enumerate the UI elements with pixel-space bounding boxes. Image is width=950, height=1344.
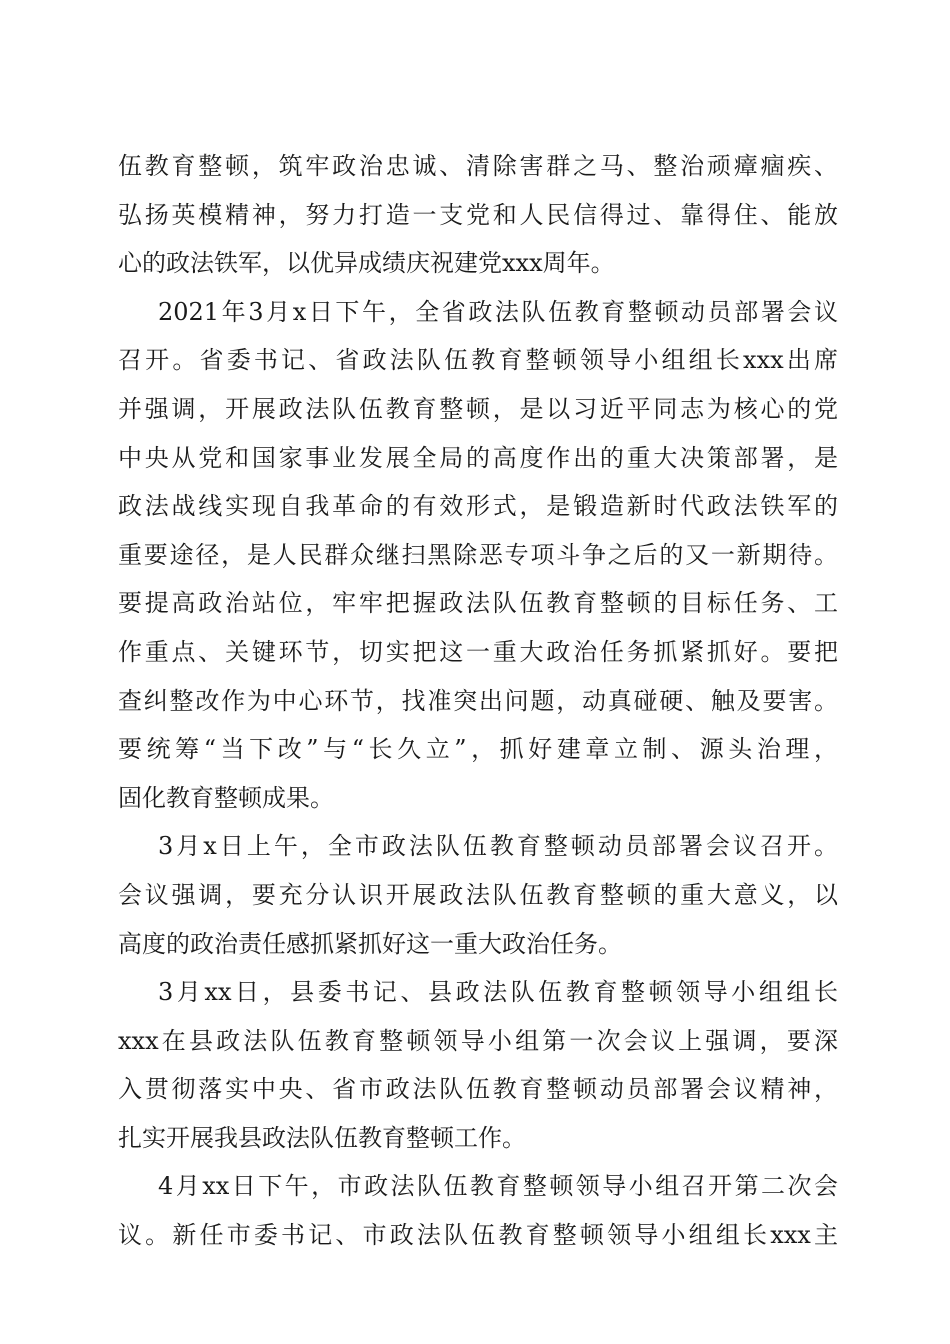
text-line: 重要途径，是人民群众继扫黑除恶专项斗争之后的又一新期待。 [118, 540, 838, 569]
text-line: 心的政法铁军，以优异成绩庆祝建党xxx周年。 [118, 249, 615, 278]
paragraph-1 [118, 142, 838, 288]
text-line: 要统筹“当下改”与“长久立”，抓好建章立制、源头治理， [118, 735, 838, 764]
text-line: 入贯彻落实中央、省市政法队伍教育整顿动员部署会议精神， [118, 1075, 838, 1104]
paragraph-4 [118, 968, 838, 1162]
text-line: 议。新任市委书记、市政法队伍教育整顿领导小组组长xxx主 [118, 1221, 838, 1250]
text-line: 查纠整改作为中心环节，找准突出问题，动真碰硬、触及要害。 [118, 686, 838, 715]
text-line: 3月x日上午，全市政法队伍教育整顿动员部署会议召开。 [158, 832, 838, 861]
paragraph-5 [118, 1162, 838, 1259]
text-line: 4月xx日下午，市政法队伍教育整顿领导小组召开第二次会 [158, 1172, 838, 1201]
text-line: 固化教育整顿成果。 [118, 783, 334, 812]
text-line: 要提高政治站位，牢牢把握政法队伍教育整顿的目标任务、工 [118, 589, 838, 618]
text-line: 2021年3月x日下午，全省政法队伍教育整顿动员部署会议 [158, 297, 838, 326]
body-text [118, 142, 838, 1260]
text-line: 政法战线实现自我革命的有效形式，是锻造新时代政法铁军的 [118, 492, 838, 521]
text-line: xxx在县政法队伍教育整顿领导小组第一次会议上强调，要深 [118, 1026, 838, 1055]
text-line: 中央从党和国家事业发展全局的高度作出的重大决策部署，是 [118, 443, 838, 472]
text-line: 作重点、关键环节，切实把这一重大政治任务抓紧抓好。要把 [118, 637, 838, 666]
text-line: 伍教育整顿，筑牢政治忠诚、清除害群之马、整治顽瘴痼疾、 [118, 152, 838, 180]
text-line: 3月xx日，县委书记、县政法队伍教育整顿领导小组组长 [158, 978, 838, 1007]
text-line: 扎实开展我县政法队伍教育整顿工作。 [118, 1123, 526, 1152]
text-line: 并强调，开展政法队伍教育整顿，是以习近平同志为核心的党 [118, 394, 838, 423]
text-line: 高度的政治责任感抓紧抓好这一重大政治任务。 [118, 929, 622, 958]
paragraph-2 [118, 288, 838, 823]
text-line: 召开。省委书记、省政法队伍教育整顿领导小组组长xxx出席 [118, 346, 838, 375]
text-line: 弘扬英模精神，努力打造一支党和人民信得过、靠得住、能放 [118, 200, 838, 229]
text-line: 会议强调，要充分认识开展政法队伍教育整顿的重大意义，以 [118, 880, 838, 909]
paragraph-3 [118, 822, 838, 968]
